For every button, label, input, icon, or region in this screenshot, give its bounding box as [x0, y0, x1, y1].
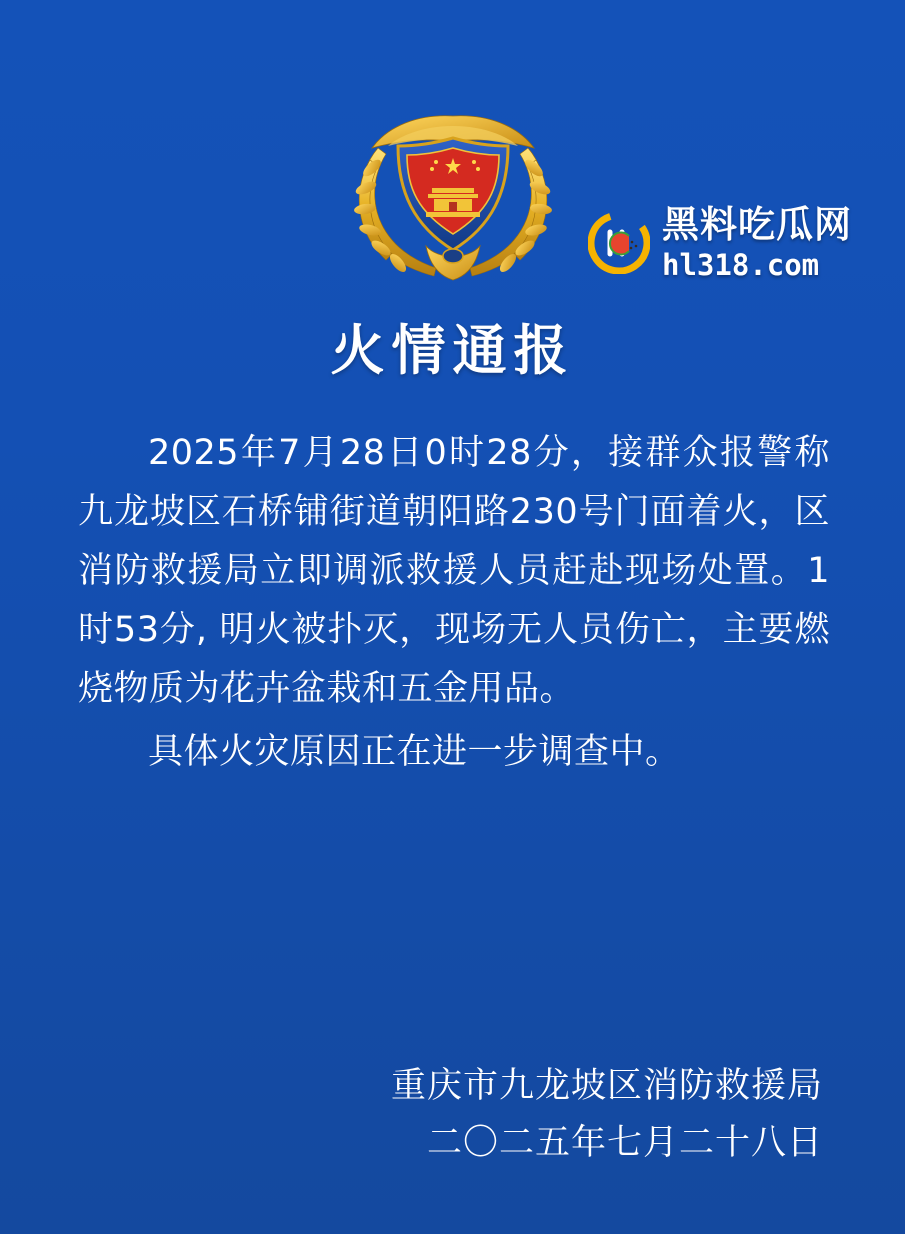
watermark-site-name: 黑料吃瓜网	[662, 203, 852, 246]
watermark-site-url: hl318.com	[662, 248, 820, 282]
site-watermark	[588, 203, 852, 282]
signature-date: 二〇二五年七月二十八日	[426, 1123, 823, 1163]
notice-paragraph-2: 具体火灾原因正在进一步调查中。	[148, 732, 681, 772]
notice-paragraph-1: 2025年7月28日0时28分，接群众报警称九龙坡区石桥铺街道朝阳路230号门面着火，区消防救援局立即调派救援人员赶赴现场处置。1时53分, 明火被扑灭，现场无人员伤亡，主要燃烧物质为花卉盆栽和五金用品。	[78, 433, 830, 709]
watermark-text	[662, 203, 852, 282]
signature-organization: 重庆市九龙坡区消防救援局	[390, 1066, 823, 1106]
china-police-emblem-icon	[348, 96, 558, 296]
signature-block	[391, 1058, 823, 1172]
notice-body	[78, 424, 830, 782]
hl-circle-logo-icon	[588, 212, 650, 274]
page-title: 火情通报	[330, 319, 575, 382]
